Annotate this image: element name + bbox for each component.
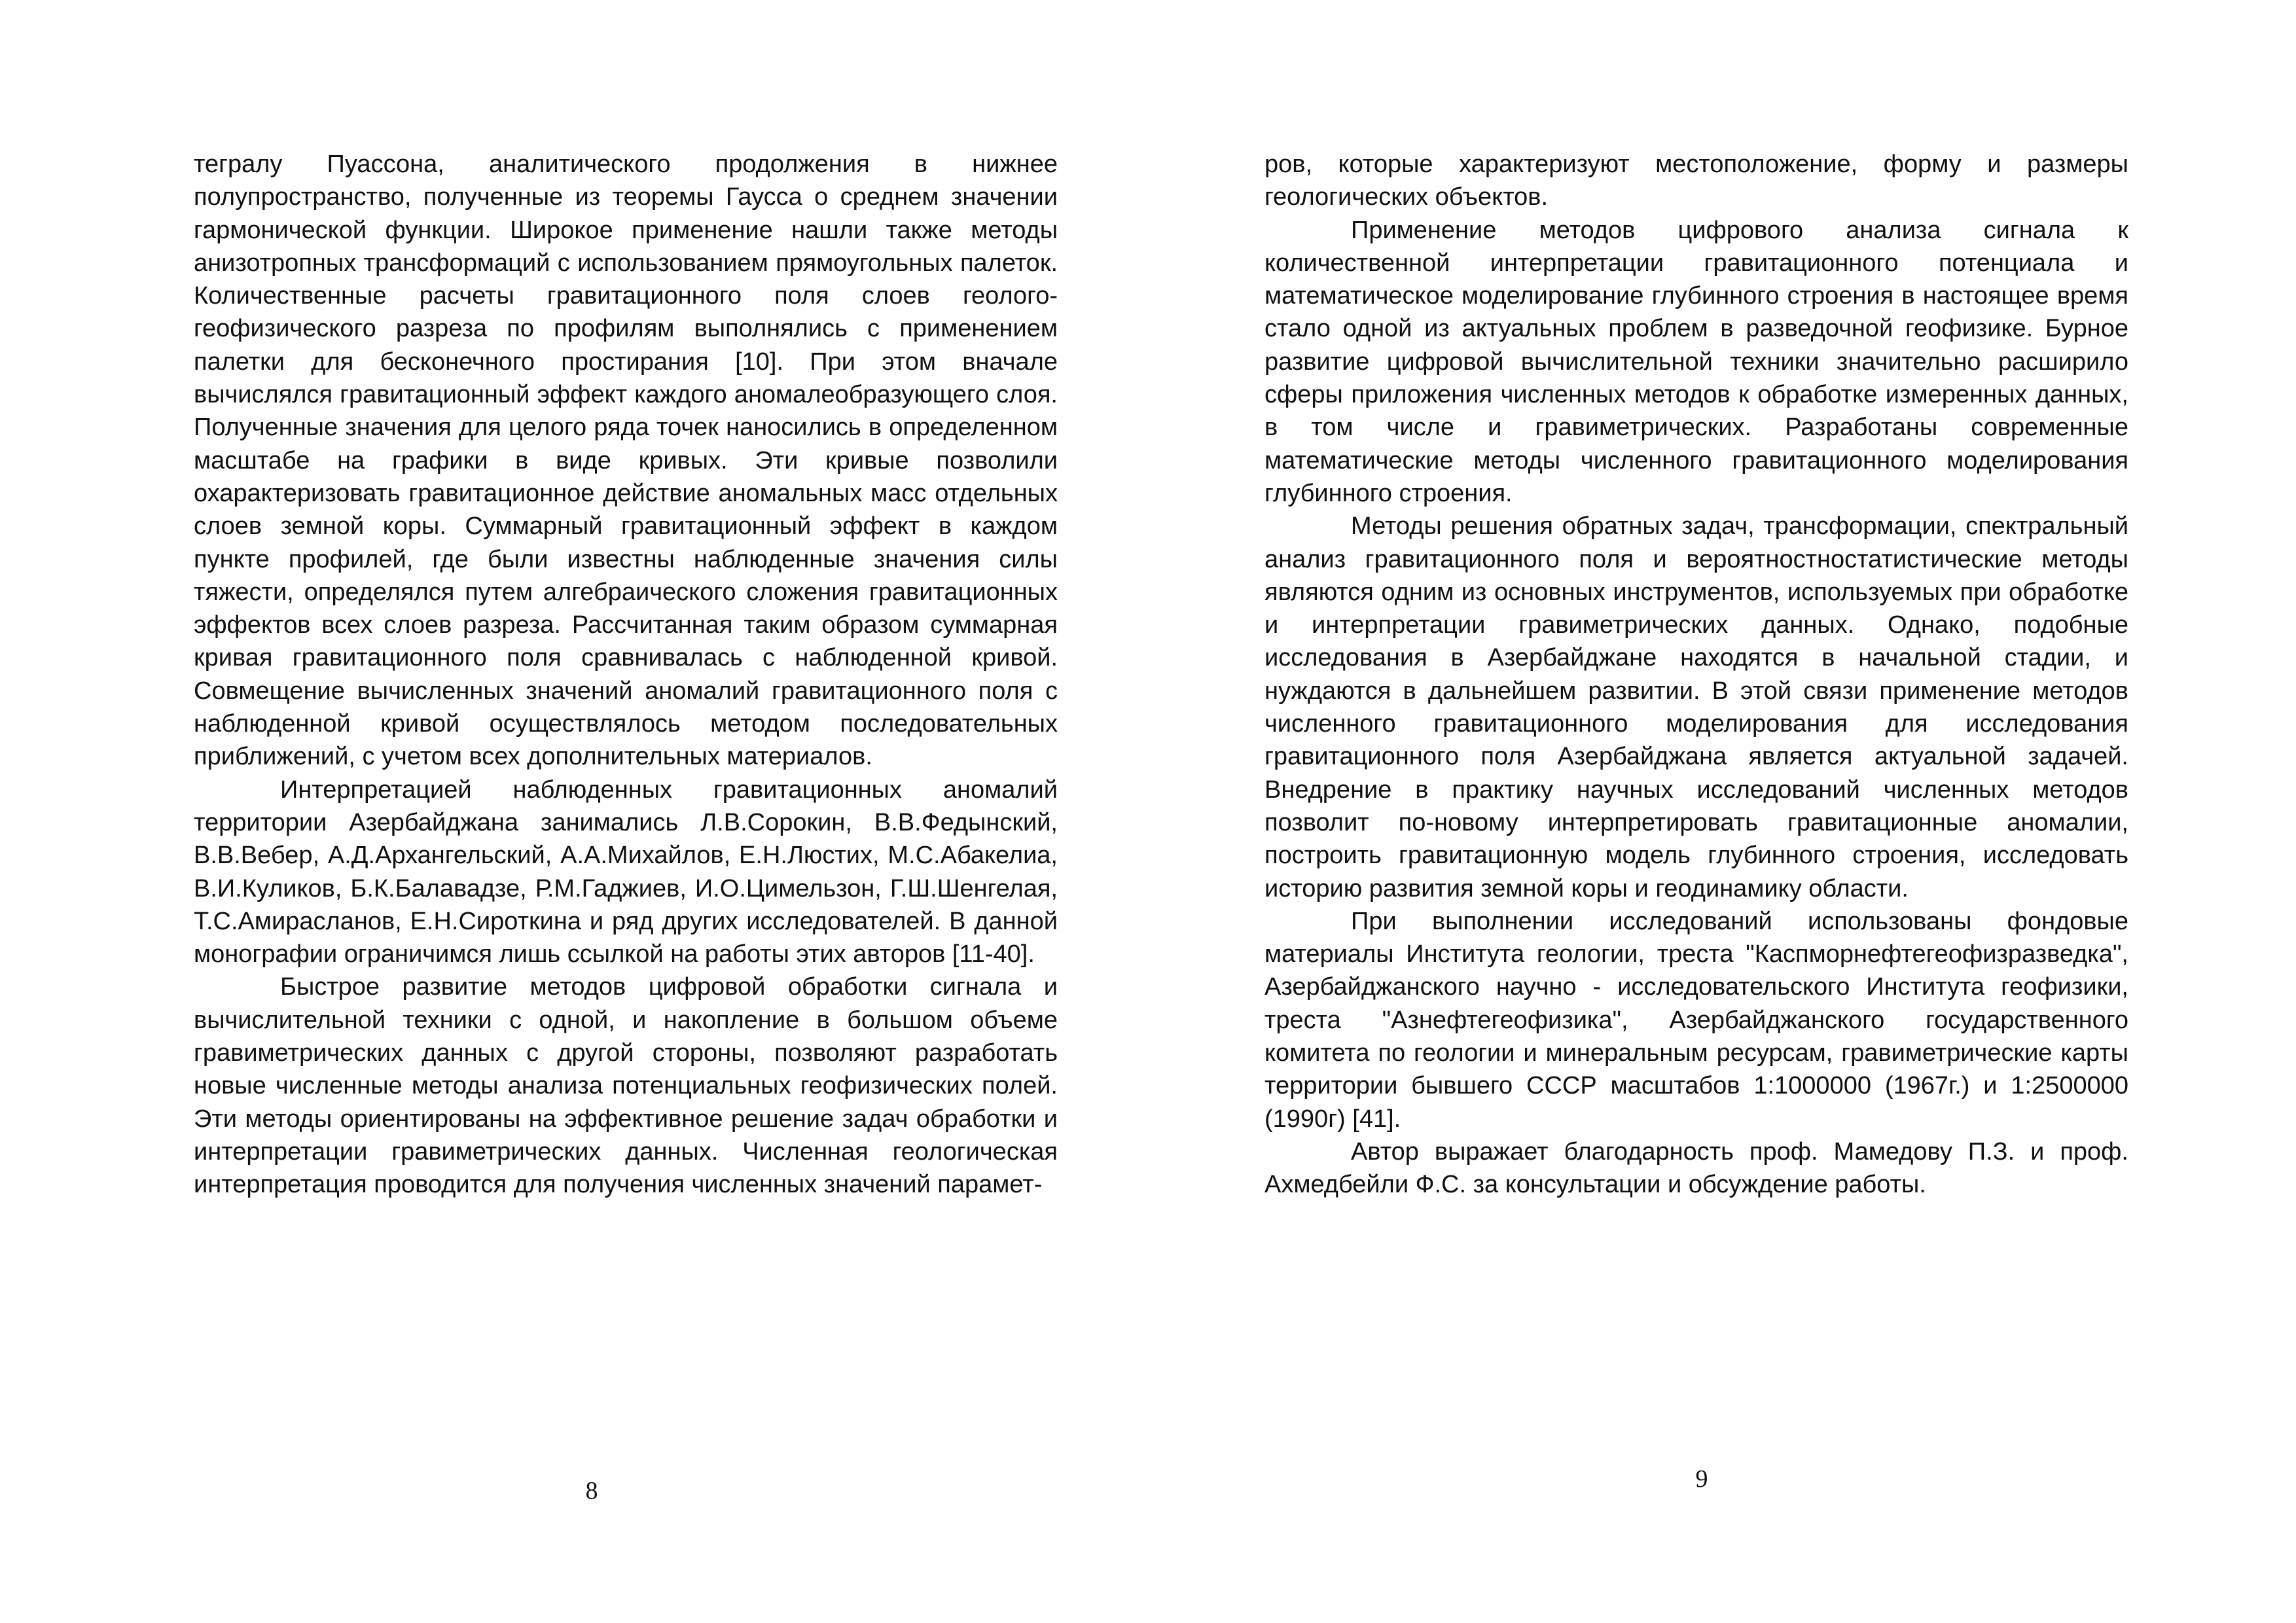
paragraph: Быстрое развитие методов цифровой обработки сигнала и вычислительной техники с одной, и накопление в большом объеме гравиметрических данных с другой стороны, позволяют разработать новые численные методы анализа потенциальных геофизических полей. Эти методы ориентированы на эффективное решение задач обработки и интерпретации гравиметрических данных. Численная геологическая интерпретация проводится для получения численных значений парамет- [194, 973, 1058, 1199]
page-number: 9 [1695, 1465, 1708, 1493]
paragraph: Автор выражает благодарность проф. Мамедову П.З. и проф. Ахмедбейли Ф.С. за консультации и обсуждение работы. [1265, 1137, 2128, 1199]
paragraph: Интерпретацией наблюденных гравитационных аномалий территории Азербайджана занимались Л.В.Сорокин, В.В.Федынский, В.В.Вебер, А.Д.Архангельский, А.А.Михайлов, Е.Н.Люстих, М.С.Абакелиа, В.И.Куликов, Б.К.Балавадзе, Р.М.Гаджиев, И.О.Цимельзон, Г.Ш.Шенгелая, Т.С.Амирасланов, Е.Н.Сироткина и ряд других исследователей. В данной монографии ограничимся лишь ссылкой на работы этих авторов [11-40]. [194, 776, 1058, 969]
right-page-text [1265, 148, 2128, 1202]
paragraph: Применение методов цифрового анализа сигнала к количественной интерпретации гравитационного потенциала и математическое моделирование глубинного строения в настоящее время стало одной из актуальных проблем в разведочной геофизике. Бурное развитие цифровой вычислительной техники значительно расширило сферы приложения численных методов к обработке измеренных данных, в том числе и гравиметрических. Разработаны современные математические методы численного гравитационного моделирования глубинного строения. [1265, 216, 2128, 507]
paragraph: тегралу Пуассона, аналитического продолжения в нижнее полупространство, полученные из теоремы Гаусса о среднем значении гармонической функции. Широкое применение нашли также методы анизотропных трансформаций с использованием прямоугольных палеток. Количественные расчеты гравитационного поля слоев геолого-геофизического разреза по профилям выполнялись с применением палетки для бесконечного простирания [10]. При этом вначале вычислялся гравитационный эффект каждого аномалеобразующего слоя. Полученные значения для целого ряда точек наносились в определенном масштабе на графики в виде кривых. Эти кривые позволили охарактеризовать гравитационное действие аномальных масс отдельных слоев земной коры. Суммарный гравитационный эффект в каждом пункте профилей, где были известны наблюденные значения силы тяжести, определялся путем алгебраического сложения гравитационных эффектов всех слоев разреза. Рассчитанная таким образом суммарная кривая гравитационного поля сравнивалась с наблюденной кривой. Совмещение вычисленных значений аномалий гравитационного поля с наблюденной кривой осуществлялось методом последовательных приближений, с учетом всех дополнительных материалов. [194, 151, 1058, 771]
page-number: 8 [585, 1477, 598, 1505]
right-page [1148, 0, 2296, 1623]
left-page-text [194, 148, 1058, 1202]
paragraph: При выполнении исследований использованы фондовые материалы Института геологии, треста "Каспморнефтегеофизразведка", Азербайджанского научно - исследовательского Института геофизики, треста "Азнефтегеофизика", Азербайджанского государственного комитета по геологии и минеральным ресурсам, гравиметрические карты территории бывшего СССР масштабов 1:1000000 (1967г.) и 1:2500000 (1990г) [41]. [1265, 907, 2128, 1133]
paragraph: Методы решения обратных задач, трансформации, спектральный анализ гравитационного поля и вероятностностатистические методы являются одним из основных инструментов, используемых при обработке и интерпретации гравиметрических данных. Однако, подобные исследования в Азербайджане находятся в начальной стадии, и нуждаются в дальнейшем развитии. В этой связи применение методов численного гравитационного моделирования для исследования гравитационного поля Азербайджана является актуальной задачей. Внедрение в практику научных исследований численных методов позволит по-новому интерпретировать гравитационные аномалии, построить гравитационную модель глубинного строения, исследовать историю развития земной коры и геодинамику области. [1265, 512, 2128, 902]
paragraph: ров, которые характеризуют местоположение, форму и размеры геологических объектов. [1265, 151, 2128, 211]
